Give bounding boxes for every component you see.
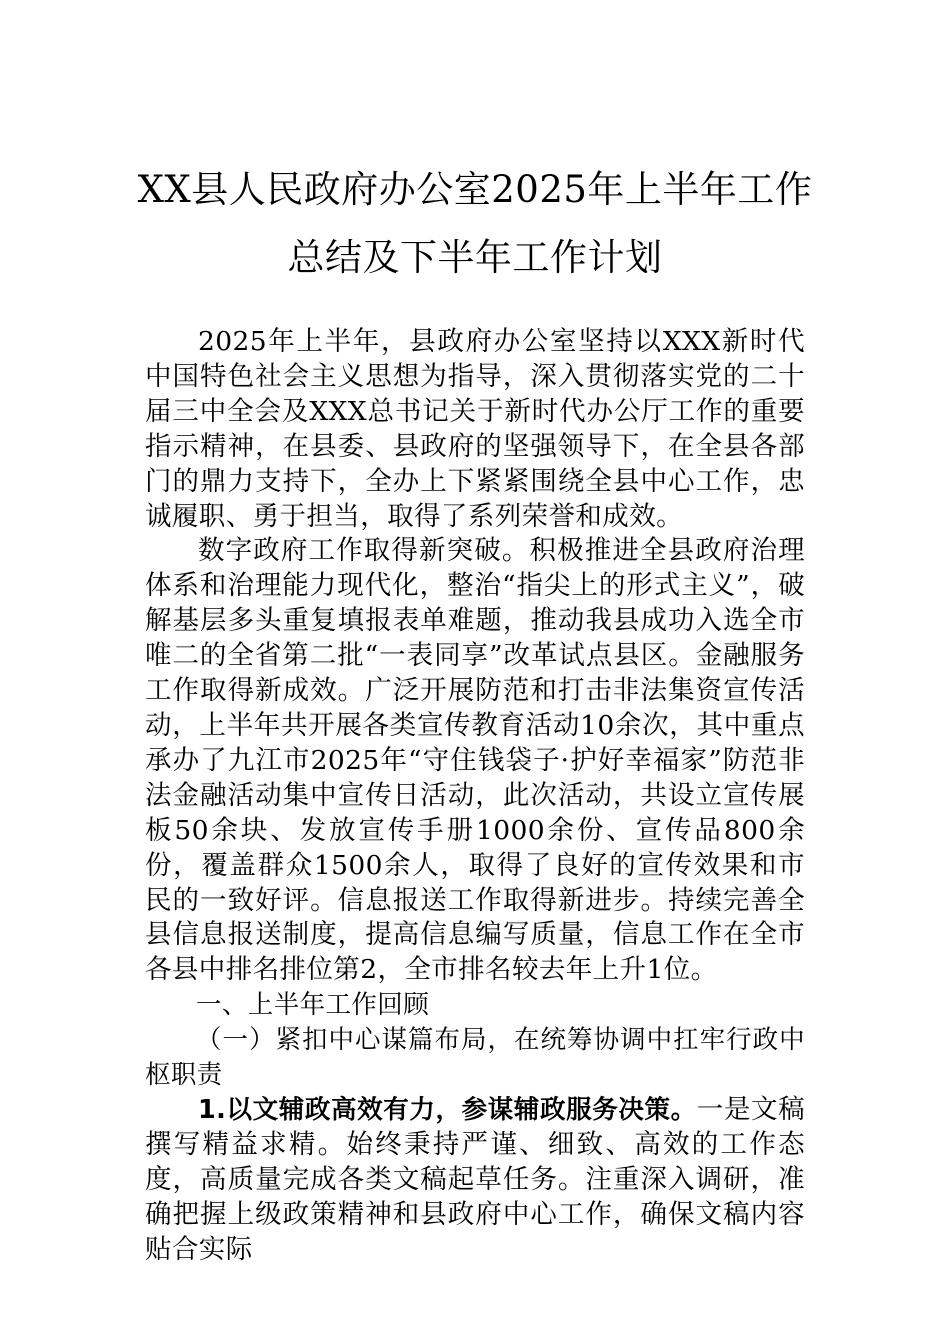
section-heading-1: 一、上半年工作回顾: [196, 990, 430, 1021]
paragraph-item-1: [145, 1093, 805, 1268]
document-title-line-2: 总结及下半年工作计划: [287, 236, 663, 279]
item-1-text: 一是文稿撰写精益求精。始终秉持严谨、细致、高效的工作态度，高质量完成各类文稿起草任务。注重深入调研，准确把握上级政策精神和县政府中心工作，确保文稿内容贴合实际: [145, 1093, 805, 1265]
item-1-bold-lead: 1.以文辅政高效有力，参谋辅政服务决策。: [198, 1094, 697, 1125]
paragraph-achievements: 数字政府工作取得新突破。积极推进全县政府治理体系和治理能力现代化，整治“指尖上的形式主义”，破解基层多头重复填报表单难题，推动我县成功入选全市唯二的全省第二批“一表同享”改革试点县区。金融服务工作取得新成效。广泛开展防范和打击非法集资宣传活动，上半年共开展各类宣传教育活动10余次，其中重点承办了九江市2025年“守住钱袋子·护好幸福家”防范非法金融活动集中宣传日活动，此次活动，共设立宣传展板50余块、发放宣传手册1000余份、宣传品800余份，覆盖群众1500余人，取得了良好的宣传效果和市民的一致好评。信息报送工作取得新进步。持续完善全县信息报送制度，提高信息编写质量，信息工作在全市各县中排名排位第2，全市排名较去年上升1位。: [145, 535, 805, 986]
document-body: [145, 325, 805, 1267]
subsection-heading-1: （一）紧扣中心谋篇布局，在统筹协调中扛牢行政中枢职责: [145, 1025, 805, 1091]
paragraph-intro: 2025年上半年，县政府办公室坚持以XXX新时代中国特色社会主义思想为指导，深入贯彻落实党的二十届三中全会及XXX总书记关于新时代办公厅工作的重要指示精神，在县委、县政府的坚强领导下，在全县各部门的鼎力支持下，全办上下紧紧围绕全县中心工作，忠诚履职、勇于担当，取得了系列荣誉和成效。: [145, 326, 805, 532]
document-title-line-1: XX县人民政府办公室2025年上半年工作: [137, 168, 813, 211]
